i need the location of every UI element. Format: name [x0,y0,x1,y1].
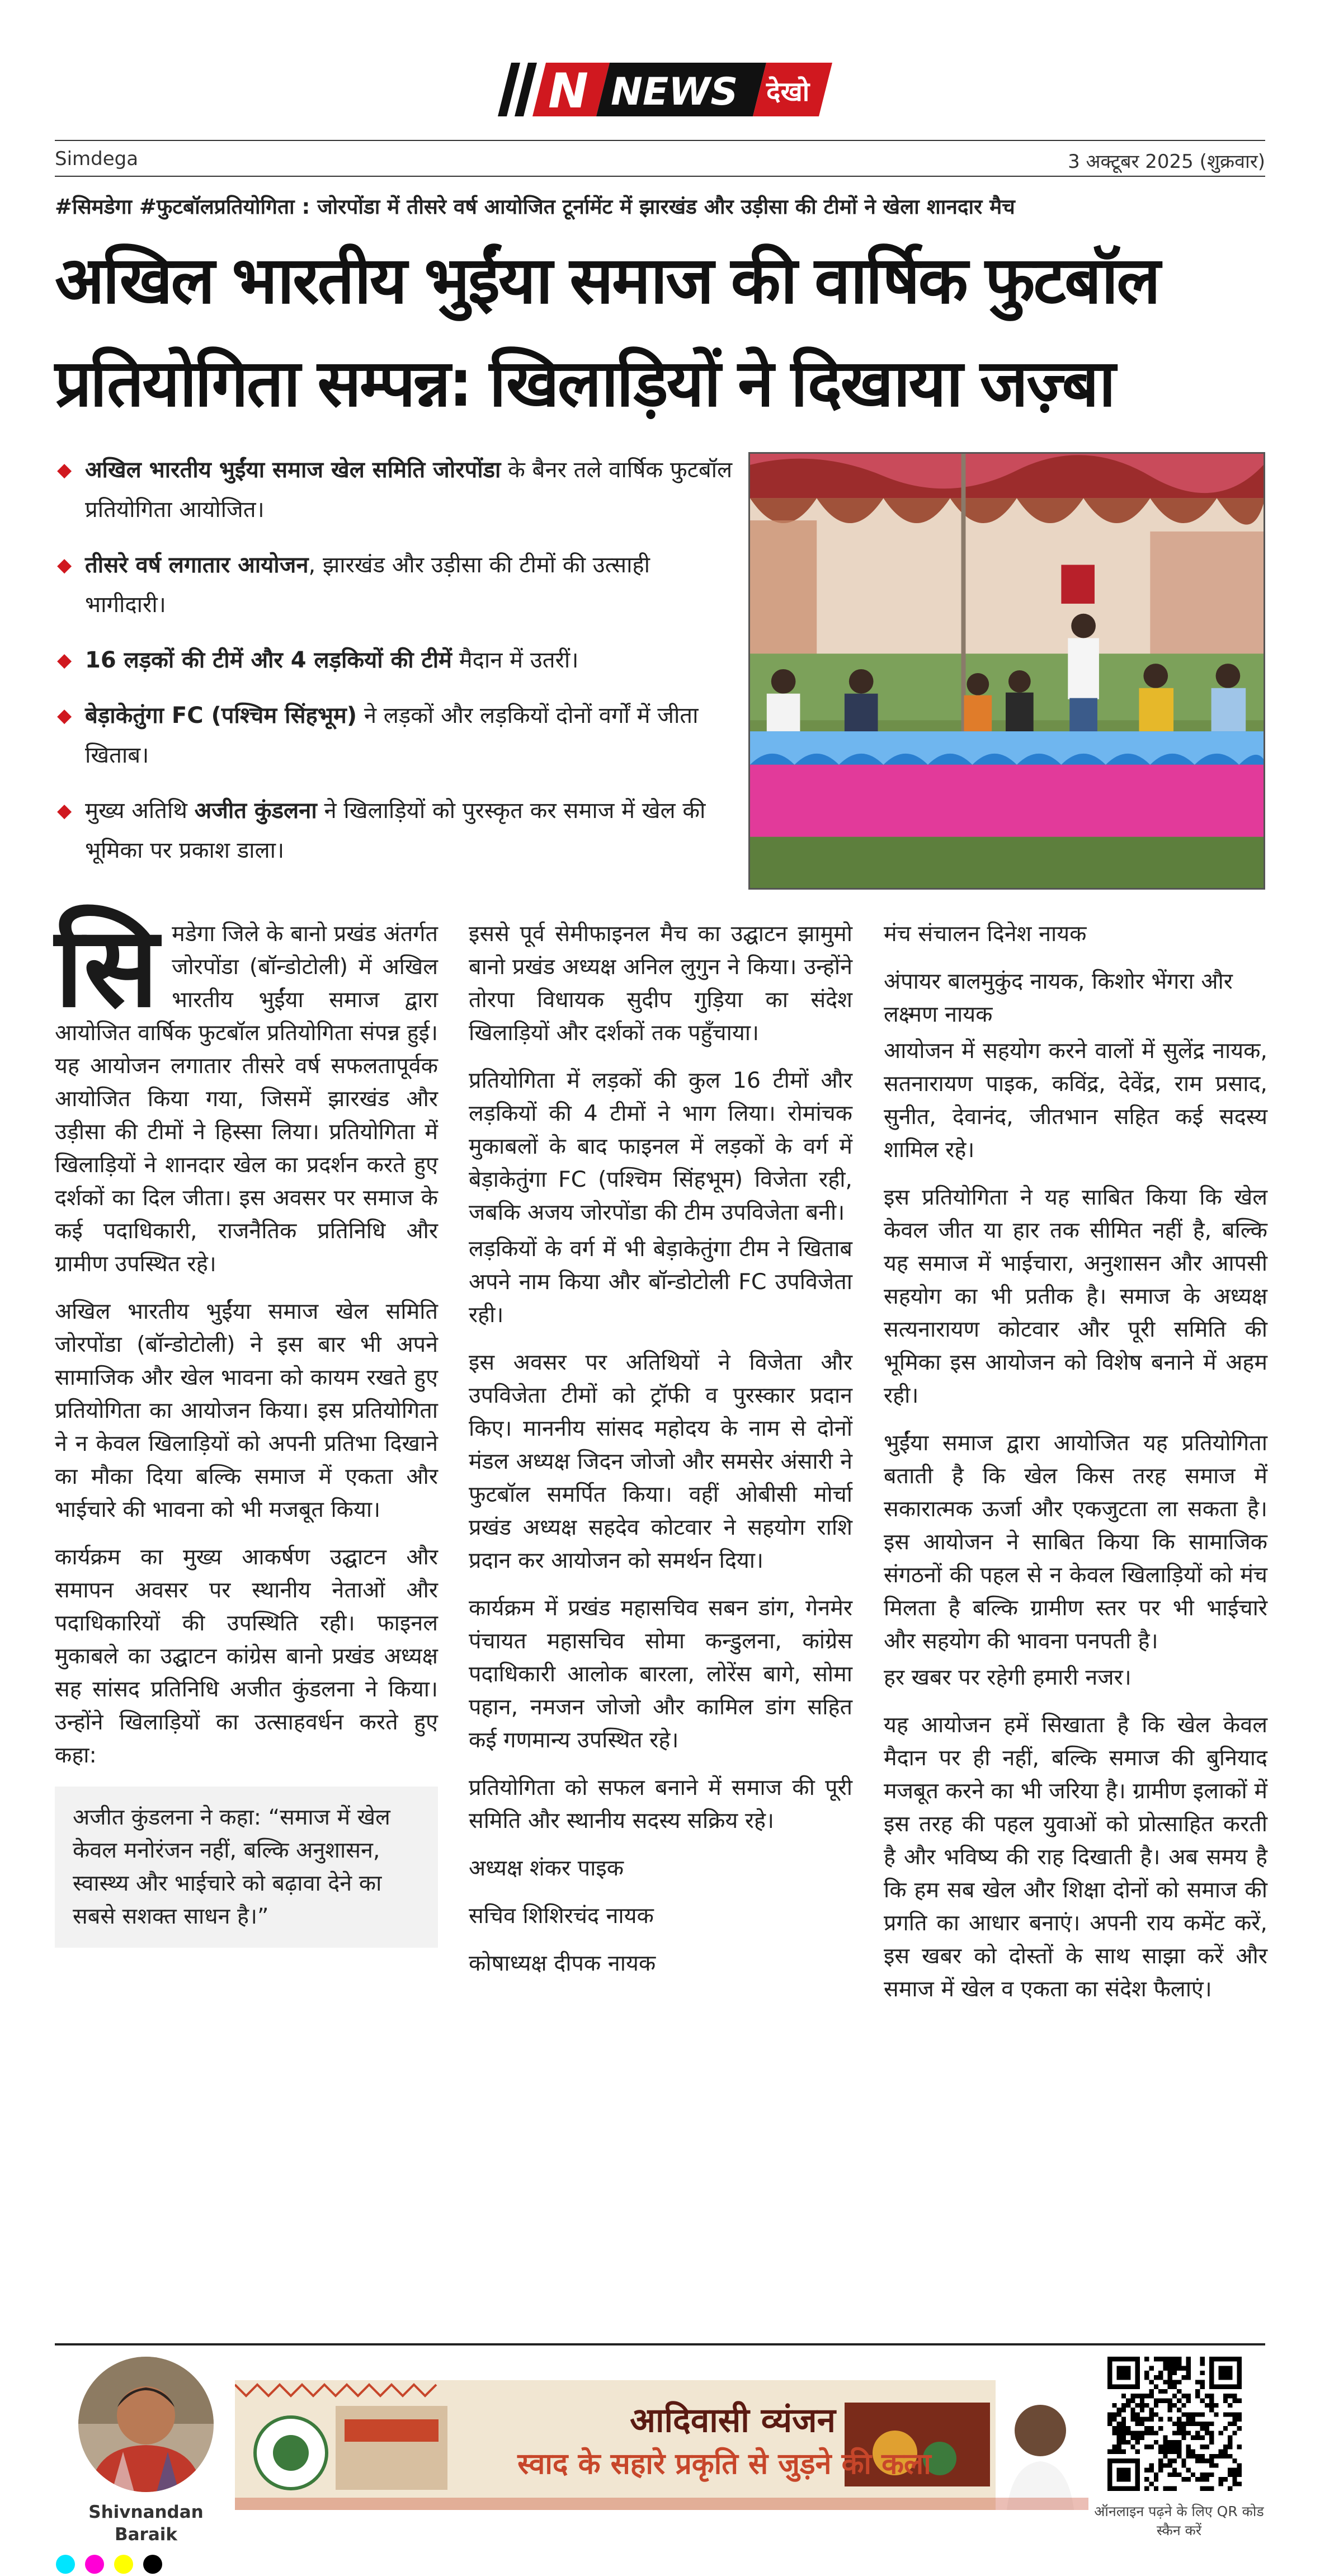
paragraph: प्रतियोगिता में लड़कों की कुल 16 टीमों और लड़कियों की 4 टीमों ने भाग लिया। रोमांचक मुकाबलों के बाद फाइनल में लड़कों के वर्ग में बेड़ाकेतुंगा FC (पश्चिम सिंहभूम) विजेता रही, जबकि अजय जोरपोंडा की टीम उपविजेता बनी। [469,1068,852,1225]
avatar[interactable] [78,2357,214,2492]
dateline [55,141,1265,176]
author-name: Shivnandan Baraik [88,2502,204,2545]
page-title [55,229,1274,435]
hashtag-tagline: #सिमडेगा #फुटबॉलप्रतियोगिता : जोरपोंडा में तीसरे वर्ष आयोजित टूर्नामेंट में झारखंड और उड़ीसा की टीमों ने खेला शानदार मैच [55,195,1015,219]
qr-code[interactable] [1107,2357,1242,2491]
author-photo [78,2357,214,2492]
logo-news-text: NEWS [611,70,738,114]
stage-photo-illustration [750,454,1264,888]
paragraph: सचिव शिशिरचंद नायक [469,1903,654,1929]
headline-line-2: प्रतियोगिता सम्पन्न: खिलाड़ियों ने दिखाया जज़्बा [55,346,1114,421]
svg-text:N: N [548,63,588,117]
diamond-bullet-icon: ◆ [57,704,72,727]
diamond-bullet-icon: ◆ [57,459,72,481]
event-photo[interactable] [748,452,1265,890]
paragraph: कार्यक्रम का मुख्य आकर्षण उद्घाटन और समापन अवसर पर स्थानीय नेताओं और पदाधिकारियों की उपस्थिति रही। फाइनल मुकाबले का उद्घाटन कांग्रेस बानो प्रखंड अध्यक्ष सह सांसद प्रतिनिधि अजीत कुंडलना ने किया। उन्होंने खिलाड़ियों का उत्साहवर्धन करते हुए कहा: [55,1544,438,1768]
headline-line-1: अखिल भारतीय भुईंया समाज की वार्षिक फुटबॉल [55,243,1159,318]
paragraph: इससे पूर्व सेमीफाइनल मैच का उद्घाटन झामुमो बानो प्रखंड अध्यक्ष अनिल लुगुन ने किया। उन्होंने तोरपा विधायक सुदीप गुड़िया का संदेश खिलाड़ियों और दर्शकों तक पहुँचाया। [469,921,852,1046]
publish-date: 3 अक्टूबर 2025 (शुक्रवार) [1068,151,1265,173]
dateline-bottom-rule [55,176,1265,177]
qr-code-icon [1107,2357,1242,2491]
logo-hindi-text: देखो [766,76,810,107]
article-column-3 [884,918,1267,2020]
banner-title: आदिवासी व्यंजन [630,2401,836,2440]
advertisement-banner[interactable] [235,2380,1088,2510]
highlight-item: ◆ बेड़ाकेतुंगा FC (पश्चिम सिंहभूम) ने लड़कों और लड़कियों दोनों वर्गों में जीता खिताब। [55,696,734,775]
paragraph: इस अवसर पर अतिथियों ने विजेता और उपविजेता टीमों को ट्रॉफी व पुरस्कार प्रदान किए। माननीय सांसद महोदय के नाम से दोनों मंडल अध्यक्ष जिदन जोजो और समसेर अंसारी ने फुटबॉल समर्पित किया। वहीं ओबीसी मोर्चा प्रखंड अध्यक्ष सहदेव कोटवार ने सहयोग राशि प्रदान कर आयोजन को समर्थन दिया। [469,1350,852,1573]
highlight-item: ◆ मुख्य अतिथि अजीत कुंडलना ने खिलाड़ियों को पुरस्कृत कर समाज में खेल की भूमिका पर प्रकाश डाला। [55,791,734,871]
highlights-list [55,450,734,886]
paragraph: कोषाध्यक्ष दीपक नायक [469,1950,656,1976]
qr-caption: ऑनलाइन पढ़ने के लिए QR कोड स्कैन करें [1094,2503,1264,2539]
highlight-item: ◆ 16 लड़कों की टीमें और 4 लड़कियों की टीमें मैदान में उतरीं। [55,641,734,680]
diamond-bullet-icon: ◆ [57,649,72,671]
cyan-dot-icon [56,2555,75,2574]
drop-cap: सि [55,902,159,1032]
paragraph: यह आयोजन हमें सिखाता है कि खेल केवल मैदान पर ही नहीं, बल्कि समाज की बुनियाद मजबूत करने का भी जरिया है। ग्रामीण इलाकों में इस तरह की पहल युवाओं को प्रोत्साहित करती है और भविष्य की राह दिखाती है। अब समय है कि हम सब खेल और शिक्षा दोनों को समाज की प्रगति का आधार बनाएं। अपनी राय कमेंट करें, इस खबर को दोस्तों के साथ साझा करें और समाज में खेल व एकता का संदेश फैलाएं। [884,1712,1267,2002]
article-column-1 [55,902,438,1948]
paragraph: हर खबर पर रहेगी हमारी नजर। [884,1665,1132,1690]
paragraph: अंपायर बालमुकुंद नायक, किशोर भेंगरा और लक्ष्मण नायक [884,969,1233,1027]
paragraph: अखिल भारतीय भुईंया समाज खेल समिति जोरपोंडा (बॉन्डोटोली) ने इस बार भी अपने सामाजिक और खेल भावना को कायम रखते हुए प्रतियोगिता का आयोजन किया। इस प्रतियोगिता ने न केवल खिलाड़ियों को अपनी प्रतिभा दिखाने का मौका दिया बल्कि समाज में एकता और भाईचारे की भावना को भी मजबूत किया। [55,1299,438,1522]
location-label: Simdega [55,148,139,170]
paragraph: भुईंया समाज द्वारा आयोजित यह प्रतियोगिता बताती है कि खेल किस तरह समाज में सकारात्मक ऊर्जा और एकजुटता ला सकता है। इस आयोजन ने साबित किया कि सामाजिक संगठनों की पहल से न केवल खिलाड़ियों को मंच मिलता है बल्कि ग्रामीण स्तर पर भी भाईचारे और सहयोग की भावना पनपती है। [884,1430,1267,1654]
highlight-item: ◆ तीसरे वर्ष लगातार आयोजन, झारखंड और उड़ीसा की टीमों की उत्साही भागीदारी। [55,546,734,625]
diamond-bullet-icon: ◆ [57,800,72,822]
logo-graphic [487,63,833,117]
yellow-dot-icon [114,2555,133,2574]
paragraph: सिमडेगा जिले के बानो प्रखंड अंतर्गत जोरपोंडा (बॉन्डोटोली) में अखिल भारतीय भुईंया समाज द्वारा आयोजित वार्षिक फुटबॉल प्रतियोगिता संपन्न हुई। यह आयोजन लगातार तीसरे वर्ष सफलतापूर्वक आयोजित किया गया, जिसमें झारखंड और उड़ीसा की टीमों ने हिस्सा लिया। प्रतियोगिता में खिलाड़ियों ने शानदार खेल का प्रदर्शन करते हुए दर्शकों का दिल जीता। इस अवसर पर समाज के कई पदाधिकारी, राजनैतिक प्रतिनिधि और ग्रामीण उपस्थित रहे। [55,902,438,1277]
paragraph: इस प्रतियोगिता ने यह साबित किया कि खेल केवल जीत या हार तक सीमित नहीं है, बल्कि यह समाज में भाईचारा, अनुशासन और आपसी सहयोग का भी प्रतीक है। समाज के अध्यक्ष सत्यनारायण कोटवार और पूरी समिति की भूमिका इस आयोजन को विशेष बनाने में अहम रही। [884,1184,1267,1408]
banner-subtitle: स्वाद के सहारे प्रकृति से जुड़ने की कला [517,2447,931,2481]
paragraph: कार्यक्रम में प्रखंड महासचिव सबन डांग, गेनमेर पंचायत महासचिव सोमा कन्डुलना, कांग्रेस पदाधिकारी आलोक बारला, लोरेंस बागे, सोमा पहान, नमजन जोजो और कामिल डांग सहित कई गणमान्य उपस्थित रहे। [469,1595,852,1753]
diamond-bullet-icon: ◆ [57,554,72,576]
footer-rule [55,2343,1265,2345]
black-dot-icon [143,2555,162,2574]
pull-quote: अजीत कुंडलना ने कहा: “समाज में खेल केवल मनोरंजन नहीं, बल्कि अनुशासन, स्वास्थ्य और भाईचारे को बढ़ावा देने का सबसे सशक्त साधन है।” [55,1787,438,1948]
magenta-dot-icon [85,2555,104,2574]
paragraph: आयोजन में सहयोग करने वालों में सुलेंद्र नायक, सतनारायण पाइक, कविंद्र, देवेंद्र, राम प्रसाद, सुनीत, देवानंद, जीतभान सहित कई सदस्य शामिल रहे। [884,1038,1267,1163]
registration-marks [56,2555,173,2574]
paragraph: मंच संचालन दिनेश नायक [884,921,1087,947]
news-dekho-logo[interactable] [487,63,833,117]
article-column-2 [469,918,852,1995]
highlight-item: ◆ अखिल भारतीय भुईंया समाज खेल समिति जोरपोंडा के बैनर तले वार्षिक फुटबॉल प्रतियोगिता आयोजित। [55,450,734,530]
paragraph: प्रतियोगिता को सफल बनाने में समाज की पूरी समिति और स्थानीय सदस्य सक्रिय रहे। [469,1775,852,1834]
paragraph: अध्यक्ष शंकर पाइक [469,1855,624,1881]
paragraph: लड़कियों के वर्ग में भी बेड़ाकेतुंगा टीम ने खिताब अपने नाम किया और बॉन्डोटोली FC उपविजेता रही। [469,1236,852,1328]
